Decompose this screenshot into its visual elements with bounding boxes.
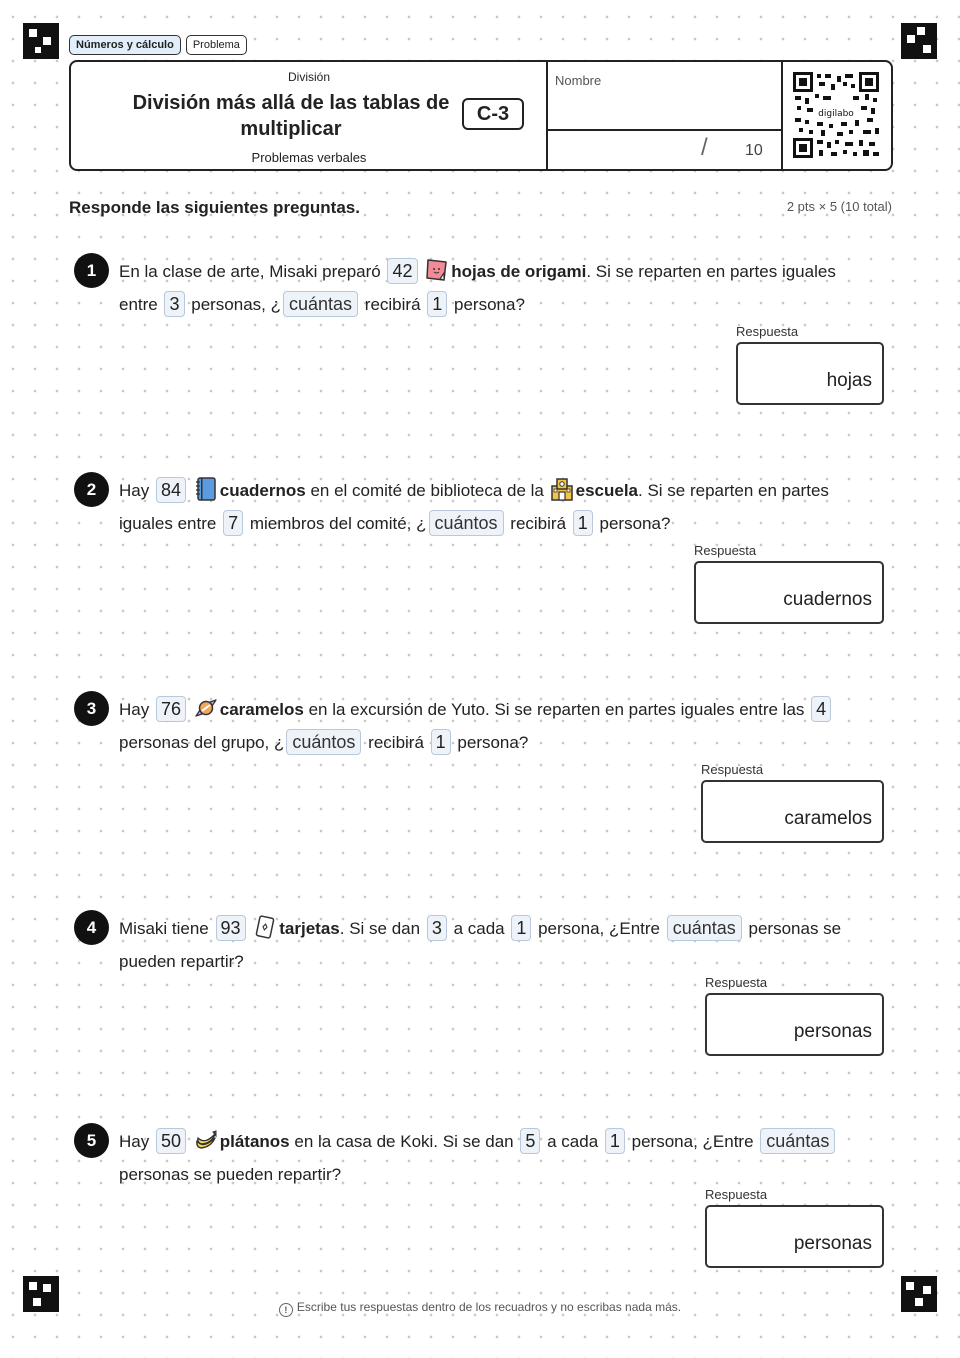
notebook-icon bbox=[193, 476, 219, 502]
question-word: cuántas bbox=[283, 291, 358, 317]
text-segment: . Si se reparten en partes iguales entre bbox=[119, 481, 829, 533]
item-name: hojas de origami bbox=[451, 262, 587, 281]
answer-box[interactable] bbox=[701, 780, 884, 843]
number-value: 1 bbox=[605, 1128, 625, 1154]
qr-label: digilabo bbox=[818, 109, 854, 119]
question-number: 3 bbox=[74, 691, 109, 726]
qr-code-icon bbox=[793, 72, 879, 158]
answer-unit: caramelos bbox=[784, 808, 872, 829]
number-value: 93 bbox=[216, 915, 246, 941]
answer-label: Respuesta bbox=[705, 975, 768, 990]
name-field-label: Nombre bbox=[555, 73, 602, 88]
question-word: cuántos bbox=[429, 510, 504, 536]
card-icon bbox=[252, 914, 278, 940]
number-value: 50 bbox=[156, 1128, 186, 1154]
footer-text: Escribe tus respuestas dentro de los recuadros y no escribas nada más. bbox=[296, 1300, 682, 1314]
number-value: 3 bbox=[164, 291, 184, 317]
item-name: plátanos bbox=[219, 1132, 290, 1151]
question-text bbox=[119, 693, 854, 759]
item-name: cuadernos bbox=[219, 481, 306, 500]
answer-unit: personas bbox=[793, 1021, 872, 1042]
text-segment: recibirá bbox=[368, 733, 424, 752]
question-word: cuántas bbox=[760, 1128, 835, 1154]
number-value: 1 bbox=[573, 510, 593, 536]
text-segment: persona, ¿Entre bbox=[538, 919, 660, 938]
score-total: 10 bbox=[745, 142, 763, 159]
item-name: caramelos bbox=[219, 700, 304, 719]
answer-unit: cuadernos bbox=[783, 589, 872, 610]
answer-box[interactable] bbox=[705, 993, 884, 1056]
corner-marker-top-right bbox=[901, 23, 937, 59]
question-number: 4 bbox=[74, 910, 109, 945]
number-value: 4 bbox=[811, 696, 831, 722]
question-word: cuántos bbox=[286, 729, 361, 755]
text-segment: a cada bbox=[453, 919, 505, 938]
text-segment: en el comité de biblioteca de la bbox=[310, 481, 544, 500]
instructions: Responde las siguientes preguntas. bbox=[69, 198, 360, 217]
number-value: 1 bbox=[511, 915, 531, 941]
category-label: División bbox=[287, 70, 330, 84]
answer-box[interactable] bbox=[705, 1205, 884, 1268]
question-number: 1 bbox=[74, 253, 109, 288]
number-value: 76 bbox=[156, 696, 186, 722]
answer-label: Respuesta bbox=[736, 324, 799, 339]
score-field[interactable] bbox=[548, 131, 738, 167]
page-subtitle: Problemas verbales bbox=[251, 150, 367, 165]
corner-marker-top-left bbox=[23, 23, 59, 59]
candy-icon bbox=[193, 695, 219, 721]
question-number: 5 bbox=[74, 1123, 109, 1158]
worksheet-code: C-3 bbox=[462, 98, 524, 130]
question-number: 2 bbox=[74, 472, 109, 507]
text-segment: a cada bbox=[547, 1132, 599, 1151]
divider bbox=[781, 62, 783, 169]
number-value: 84 bbox=[156, 477, 186, 503]
text-segment: persona, ¿Entre bbox=[631, 1132, 754, 1151]
score-slash: / bbox=[701, 134, 708, 161]
question-text bbox=[119, 474, 854, 540]
page-title: División más allá de las tablas de multiplicar bbox=[132, 92, 450, 140]
text-segment: personas del grupo, ¿ bbox=[119, 733, 285, 752]
text-segment: en la excursión de Yuto. Si se reparten en partes iguales entre las bbox=[308, 700, 805, 719]
origami-paper-icon bbox=[424, 257, 450, 283]
text-segment: personas, ¿ bbox=[191, 295, 281, 314]
answer-box[interactable] bbox=[736, 342, 884, 405]
text-segment: Misaki tiene bbox=[119, 919, 209, 938]
question-text bbox=[119, 1125, 854, 1191]
item-name: escuela bbox=[575, 481, 639, 500]
number-value: 3 bbox=[427, 915, 447, 941]
text-segment: persona? bbox=[457, 733, 529, 752]
question-text bbox=[119, 255, 854, 321]
answer-box[interactable] bbox=[694, 561, 884, 624]
text-segment: personas se pueden repartir? bbox=[119, 919, 842, 971]
number-value: 5 bbox=[520, 1128, 540, 1154]
info-icon: ! bbox=[279, 1303, 293, 1317]
number-value: 42 bbox=[387, 258, 417, 284]
answer-label: Respuesta bbox=[694, 543, 757, 558]
text-segment: . Si se reparten en partes iguales entre bbox=[119, 262, 836, 314]
name-field[interactable] bbox=[548, 62, 780, 128]
question-text bbox=[119, 912, 854, 978]
subject-tag: Números y cálculo bbox=[69, 35, 181, 55]
tag-list bbox=[69, 35, 247, 55]
text-segment: . Si se dan bbox=[339, 919, 421, 938]
school-icon bbox=[549, 476, 575, 502]
text-segment: recibirá bbox=[364, 295, 421, 314]
text-segment: Hay bbox=[119, 1132, 150, 1151]
number-value: 1 bbox=[431, 729, 451, 755]
text-segment: Hay bbox=[119, 481, 150, 500]
text-segment: miembros del comité, ¿ bbox=[249, 514, 427, 533]
points-summary: 2 pts × 5 (10 total) bbox=[786, 199, 892, 214]
answer-unit: personas bbox=[793, 1233, 872, 1254]
type-tag: Problema bbox=[186, 35, 247, 55]
text-segment: persona? bbox=[454, 295, 525, 314]
footer-note bbox=[0, 1300, 960, 1317]
text-segment: en la casa de Koki. Si se dan bbox=[294, 1132, 514, 1151]
answer-unit: hojas bbox=[826, 370, 872, 391]
answer-label: Respuesta bbox=[701, 762, 764, 777]
question-word: cuántas bbox=[667, 915, 742, 941]
banana-icon bbox=[193, 1127, 219, 1153]
number-value: 1 bbox=[427, 291, 447, 317]
item-name: tarjetas bbox=[279, 919, 340, 938]
text-segment: persona? bbox=[599, 514, 671, 533]
text-segment: recibirá bbox=[510, 514, 567, 533]
text-segment: En la clase de arte, Misaki preparó bbox=[119, 262, 381, 281]
answer-label: Respuesta bbox=[705, 1187, 768, 1202]
text-segment: personas se pueden repartir? bbox=[119, 1165, 342, 1184]
worksheet-header bbox=[69, 60, 893, 171]
number-value: 7 bbox=[223, 510, 243, 536]
text-segment: Hay bbox=[119, 700, 150, 719]
